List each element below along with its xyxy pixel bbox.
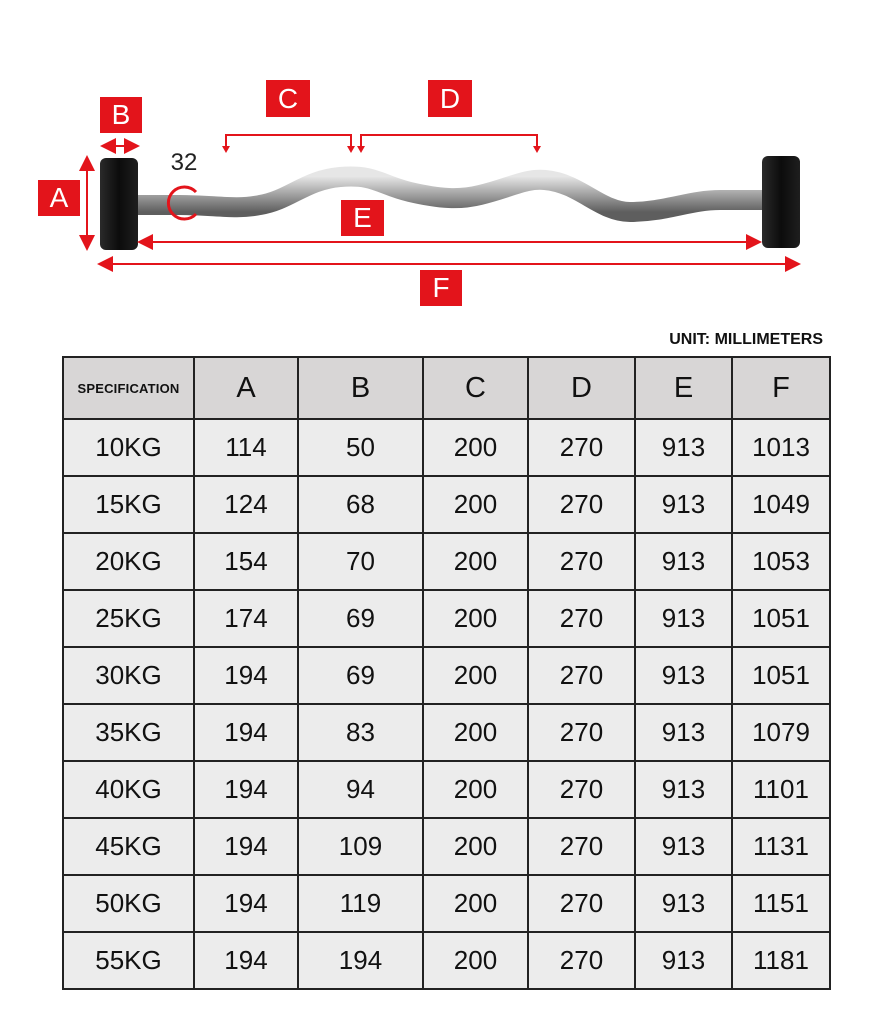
cell-e: 913 [635,476,732,533]
cell-f: 1013 [732,419,830,476]
table-row [63,761,830,818]
cell-weight: 45KG [63,818,194,875]
table-row [63,818,830,875]
cell-d: 270 [528,875,635,932]
cell-f: 1079 [732,704,830,761]
label-a: A [38,180,80,216]
table-row [63,647,830,704]
cell-b: 83 [298,704,423,761]
cell-f: 1131 [732,818,830,875]
cell-weight: 10KG [63,419,194,476]
cell-weight: 35KG [63,704,194,761]
cell-d: 270 [528,818,635,875]
cell-b: 69 [298,590,423,647]
cell-b: 194 [298,932,423,989]
left-end-plate [100,158,138,250]
cell-weight: 20KG [63,533,194,590]
cell-e: 913 [635,932,732,989]
cell-f: 1101 [732,761,830,818]
header-b: B [298,357,423,419]
cell-d: 270 [528,590,635,647]
cell-a: 194 [194,875,298,932]
cell-f: 1049 [732,476,830,533]
table-row [63,704,830,761]
header-c: C [423,357,528,419]
cell-b: 94 [298,761,423,818]
cell-d: 270 [528,932,635,989]
cell-e: 913 [635,419,732,476]
cell-a: 194 [194,704,298,761]
cell-a: 114 [194,419,298,476]
cell-weight: 30KG [63,647,194,704]
table-row [63,419,830,476]
table-row [63,875,830,932]
header-f: F [732,357,830,419]
cell-e: 913 [635,704,732,761]
cell-weight: 55KG [63,932,194,989]
cell-weight: 25KG [63,590,194,647]
cell-c: 200 [423,704,528,761]
table-row [63,533,830,590]
cell-f: 1051 [732,590,830,647]
curl-bar [135,176,765,212]
cell-d: 270 [528,476,635,533]
cell-b: 50 [298,419,423,476]
cell-c: 200 [423,533,528,590]
barbell-diagram [0,0,890,320]
table-row [63,932,830,989]
cell-e: 913 [635,875,732,932]
label-e: E [341,200,384,236]
header-a: A [194,357,298,419]
cell-c: 200 [423,875,528,932]
label-f: F [420,270,462,306]
unit-note: UNIT: MILLIMETERS [669,331,823,348]
cell-c: 200 [423,761,528,818]
cell-weight: 15KG [63,476,194,533]
cell-e: 913 [635,818,732,875]
label-b: B [100,97,142,133]
table-header-row [63,357,830,419]
cell-d: 270 [528,647,635,704]
dimension-d-bracket [361,135,537,150]
cell-b: 69 [298,647,423,704]
cell-a: 194 [194,761,298,818]
cell-f: 1181 [732,932,830,989]
cell-d: 270 [528,761,635,818]
cell-b: 70 [298,533,423,590]
grip-diameter-value: 32 [170,149,198,176]
cell-b: 68 [298,476,423,533]
header-specification: SPECIFICATION [63,357,194,419]
cell-d: 270 [528,704,635,761]
cell-c: 200 [423,476,528,533]
cell-e: 913 [635,647,732,704]
right-end-plate [762,156,800,248]
cell-e: 913 [635,590,732,647]
cell-a: 154 [194,533,298,590]
cell-d: 270 [528,533,635,590]
cell-f: 1151 [732,875,830,932]
label-d: D [428,80,472,117]
cell-weight: 40KG [63,761,194,818]
cell-c: 200 [423,590,528,647]
cell-c: 200 [423,932,528,989]
cell-c: 200 [423,647,528,704]
cell-d: 270 [528,419,635,476]
cell-a: 194 [194,647,298,704]
specification-table [62,356,831,990]
cell-a: 194 [194,818,298,875]
cell-e: 913 [635,533,732,590]
cell-c: 200 [423,818,528,875]
cell-a: 194 [194,932,298,989]
cell-a: 174 [194,590,298,647]
cell-weight: 50KG [63,875,194,932]
cell-e: 913 [635,761,732,818]
cell-a: 124 [194,476,298,533]
cell-c: 200 [423,419,528,476]
header-d: D [528,357,635,419]
cell-b: 109 [298,818,423,875]
table-row [63,590,830,647]
cell-b: 119 [298,875,423,932]
dimension-c-bracket [226,135,351,150]
cell-f: 1051 [732,647,830,704]
cell-f: 1053 [732,533,830,590]
table-body [63,419,830,989]
label-c: C [266,80,310,117]
table-row [63,476,830,533]
header-e: E [635,357,732,419]
